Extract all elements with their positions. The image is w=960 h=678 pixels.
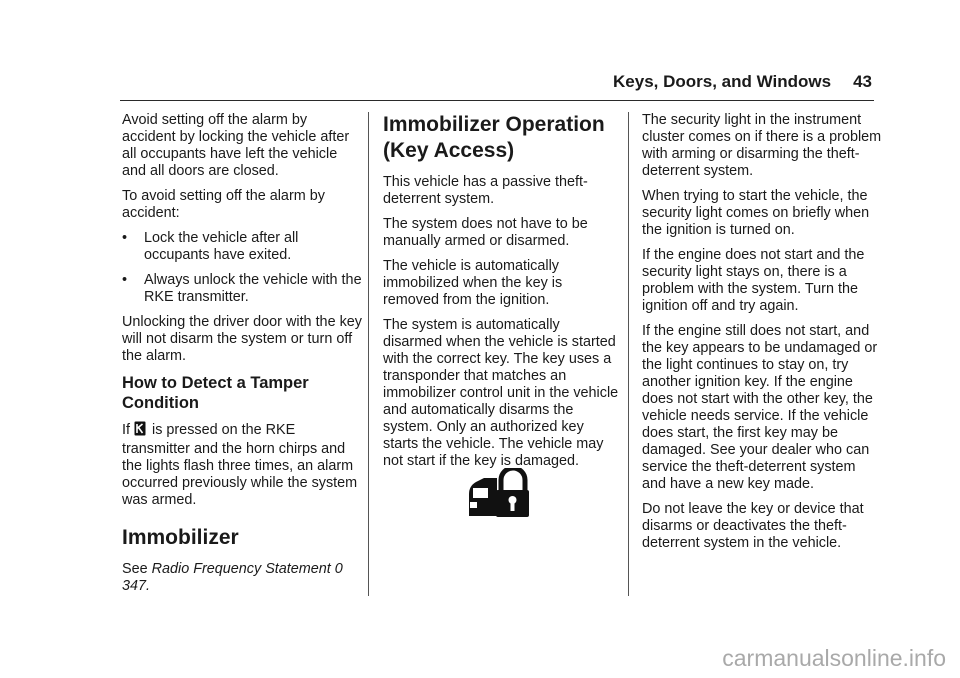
reference-link[interactable]: Radio Frequency Statement [151,561,331,577]
paragraph: If the engine still does not start, and the key appears to be undamaged or the light continues to stay on, try another ignition key. If the engine does not start with the other key, the vehicle needs service. If the vehicle does start, the first key may be damaged. See your dealer who can service the theft-deterrent system and have a new key made. [642,323,878,492]
bullet-item [122,230,362,264]
paragraph: This vehicle has a passive theft-deterrent system. [383,174,588,207]
paragraph: When trying to start the vehicle, the security light comes on briefly when the ignition is turned on. [642,188,870,238]
bullet-text: Lock the vehicle after all occupants have exited. [144,230,299,263]
bullet-marker: • [122,272,128,288]
section-title-immobilizer: Immobilizer [122,526,239,549]
paragraph: The system is automatically disarmed when the vehicle is started with the correct key. The key uses a transponder that matches an immobilizer control unit in the vehicle and automatically disarms the system. Only an authorized key starts the vehicle. The vehicle may not start if the key is damaged. [383,317,619,469]
text-fragment: If [122,422,130,438]
column-1 [122,112,362,603]
paragraph: Avoid setting off the alarm by accident by locking the vehicle after all occupants have left the vehicle and all doors are closed. [122,112,350,179]
column-divider [368,112,369,596]
page-header [613,72,872,92]
paragraph: If the engine does not start and the security light stays on, there is a problem with the system. Turn the ignition off and try again. [642,247,865,314]
section-title-header: Keys, Doors, and Windows [613,72,832,91]
cross-reference: See Radio Frequency Statement 0 347. [122,561,343,594]
paragraph: The security light in the instrument cluster comes on if there is a problem with arming or disarming the theft-deterrent system. [642,112,882,179]
security-lock-icon [467,468,529,518]
header-rule [120,100,874,101]
page-arrow-icon: 0 [334,561,343,577]
column-divider [628,112,629,596]
bullet-item [122,272,362,306]
paragraph: The vehicle is automatically immobilized when the key is removed from the ignition. [383,258,563,308]
page-number: 43 [853,72,872,91]
bullet-marker: • [122,230,128,246]
section-title-immobilizer-operation: Immobilizer Operation (Key Access) [383,113,605,162]
paragraph: To avoid setting off the alarm by accident: [122,188,325,221]
column-2 [383,112,619,478]
paragraph: Unlocking the driver door with the key will not disarm the system or turn off the alarm. [122,314,362,364]
subheading-tamper: How to Detect a Tamper Condition [122,374,309,412]
paragraph [122,421,362,509]
paragraph: Do not leave the key or device that disarms or deactivates the theft-deterrent system in the vehicle. [642,501,864,551]
watermark: carmanualsonline.info [722,645,946,671]
text-fragment: is pressed on the RKE transmitter and the horn chirps and the lights flash three times, an alarm occurred previously while the system was armed. [122,422,358,508]
panic-key-icon [134,421,146,441]
reference-page[interactable]: 347 [122,578,147,594]
bullet-text: Always unlock the vehicle with the RKE transmitter. [144,272,362,305]
column-3 [642,112,882,560]
paragraph: The system does not have to be manually armed or disarmed. [383,216,588,249]
